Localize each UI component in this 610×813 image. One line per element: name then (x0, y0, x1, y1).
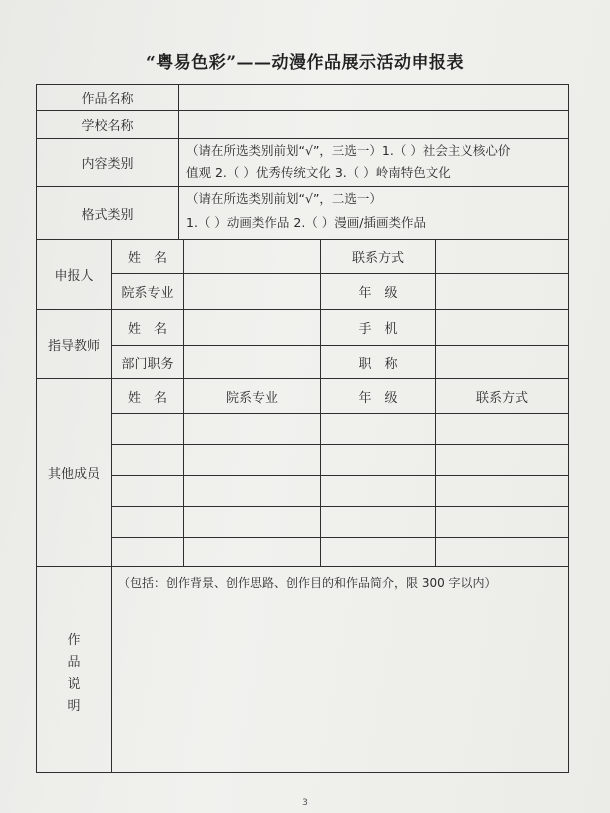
school-name-label: 学校名称 (81, 119, 134, 134)
description-note: （包括：创作背景、创作思路、创作目的和作品简介，限 300 字以内） (118, 576, 497, 590)
applicant-contact-label: 联系方式 (351, 251, 404, 266)
applicant-section-label: 申报人 (54, 269, 94, 284)
applicant-name-label: 姓 名 (127, 251, 167, 266)
members-header-name: 姓 名 (127, 390, 167, 406)
work-name-field[interactable] (179, 85, 568, 110)
content-type-note-line1: （请在所选类别前划“√”，三选一）1.（ ）社会主义核心价 (186, 143, 511, 158)
description-label-char: 品 (67, 655, 81, 670)
applicant-contact-field[interactable] (436, 240, 568, 273)
content-type-label: 内容类别 (81, 157, 134, 172)
members-header-grade: 年 级 (358, 390, 398, 406)
members-section-label: 其他成员 (47, 467, 100, 482)
applicant-name-field[interactable] (184, 240, 320, 273)
applicant-grade-label: 年 级 (358, 286, 398, 301)
row-line (111, 413, 569, 414)
teacher-name-label: 姓 名 (127, 322, 167, 337)
description-label-char: 说 (67, 677, 81, 692)
description-label-char: 作 (67, 633, 81, 648)
teacher-title-label: 职 称 (358, 356, 398, 372)
applicant-department-label: 院系专业 (121, 286, 174, 301)
members-header-department: 院系专业 (225, 390, 278, 406)
description-label-char: 明 (67, 699, 81, 714)
format-type-note-line2: 1.（ ）动画类作品 2.（ ）漫画/插画类作品 (186, 215, 426, 230)
work-name-label: 作品名称 (81, 92, 134, 107)
format-type-note-line1: （请在所选类别前划“√”，二选一） (186, 191, 382, 206)
row-line (36, 566, 569, 567)
teacher-phone-field[interactable] (436, 310, 568, 345)
content-type-note-line2: 值观 2.（ ）优秀传统文化 3.（ ）岭南特色文化 (186, 165, 451, 180)
format-type-label: 格式类别 (81, 207, 134, 223)
applicant-grade-field[interactable] (436, 274, 568, 309)
row-line (111, 444, 569, 445)
school-name-field[interactable] (179, 111, 568, 138)
members-header-contact: 联系方式 (475, 390, 528, 406)
row-line (111, 537, 569, 538)
teacher-position-field[interactable] (184, 346, 320, 378)
teacher-phone-label: 手 机 (358, 322, 398, 337)
teacher-position-label: 部门职务 (121, 356, 174, 372)
table-border-right (568, 84, 569, 772)
table-border-bottom (36, 772, 569, 773)
teacher-title-field[interactable] (436, 346, 568, 378)
form-title: “粤易色彩”——动漫作品展示活动申报表 (145, 53, 465, 73)
page-number: 3 (302, 798, 308, 808)
description-label (37, 630, 111, 718)
description-field[interactable] (112, 598, 568, 770)
row-line (111, 475, 569, 476)
teacher-name-field[interactable] (184, 310, 320, 345)
row-line (111, 506, 569, 507)
teacher-section-label: 指导教师 (47, 338, 100, 354)
applicant-department-field[interactable] (184, 274, 320, 309)
